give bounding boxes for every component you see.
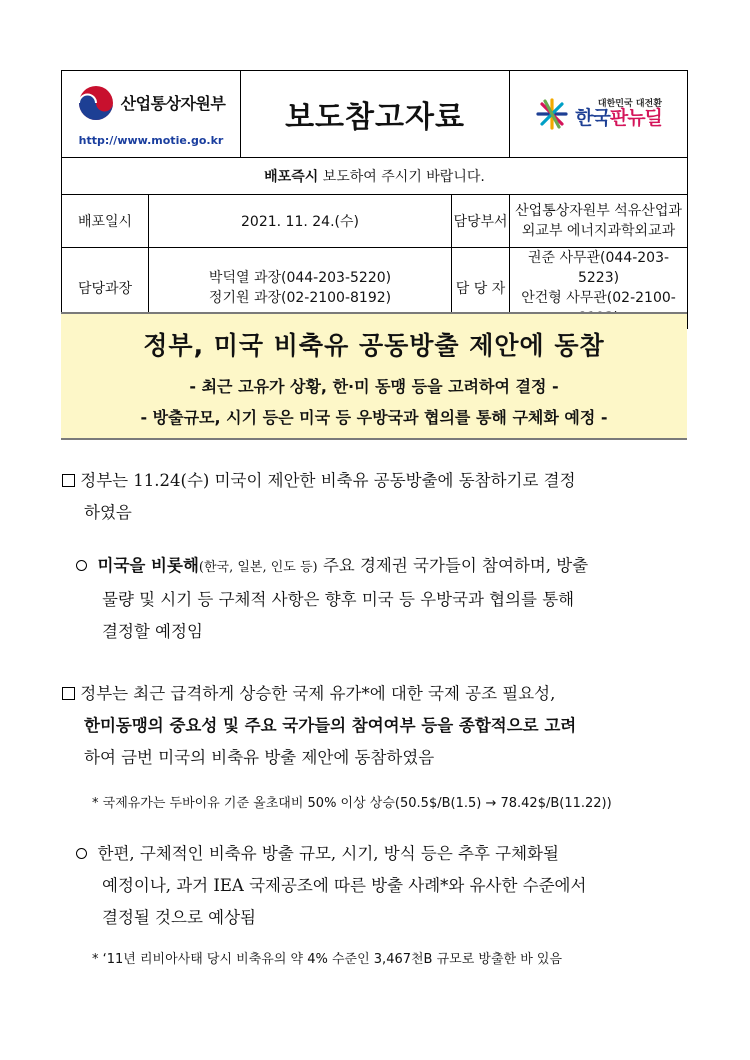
subtitle-1: - 최근 고유가 상황, 한·미 동맹 등을 고려하여 결정 - (189, 377, 559, 396)
dept-value (510, 195, 688, 248)
taegeuk-emblem-icon (77, 84, 115, 122)
p2-line-1c: 주요 경제권 국가들이 참여하며, 방출 (317, 556, 589, 575)
title-box (61, 312, 687, 440)
release-notice (62, 158, 688, 195)
p4-line-1: 한편, 구체적인 비축유 방출 규모, 시기, 방식 등은 추후 구체화될 (97, 844, 559, 863)
p3-line-1: 정부는 최근 급격하게 상승한 국제 유가*에 대한 국제 공조 필요성, (80, 684, 556, 703)
subtitle-2: - 방출규모, 시기 등은 미국 등 우방국과 협의를 통해 구체화 예정 - (140, 408, 608, 427)
p1-line-2: 하였음 (84, 503, 132, 522)
officer-line-2: 안건형 사무관(02-2100- (521, 290, 676, 306)
newdeal-korea: 한국 (575, 107, 610, 129)
footnote-1: * 국제유가는 두바이유 기준 올초대비 50% 이상 상승(50.5$/B(1.5) → 78.42$/B(11.22)) (92, 796, 612, 811)
newdeal-slogan: 대한민국 대전환 (597, 99, 662, 109)
date-label: 배포일시 (62, 195, 149, 248)
paragraph-3 (62, 678, 576, 774)
p2-line-1a: 미국을 비롯해 (97, 556, 199, 575)
square-bullet-icon (62, 687, 75, 700)
newdeal-name: 판뉴딜 (609, 107, 662, 129)
p2-line-3: 결정할 예정임 (102, 622, 203, 641)
p2-line-2: 물량 및 시기 등 구체적 사항은 향후 미국 등 우방국과 협의를 통해 (102, 590, 575, 609)
p2-line-1b: (한국, 일본, 인도 등) (198, 560, 318, 575)
paragraph-2 (76, 550, 588, 648)
ministry-url[interactable]: http://www.motie.go.kr (78, 133, 224, 147)
dept-line-2: 외교부 에너지과학외교과 (521, 223, 676, 239)
header-table (61, 70, 688, 329)
officer-line-1: 권준 사무관(044-203-5223) (527, 250, 670, 286)
circle-bullet-icon (76, 848, 87, 859)
p1-line-1: 정부는 11.24(수) 미국이 제안한 비축유 공동방출에 동참하기로 결정 (80, 471, 576, 490)
doc-type: 보도참고자료 (285, 100, 465, 135)
ministry-logo-cell (62, 71, 241, 158)
square-bullet-icon (62, 474, 75, 487)
release-bold: 배포즉시 (264, 169, 319, 185)
newdeal-star-icon (535, 97, 569, 131)
main-title: 정부, 미국 비축유 공동방출 제안에 동참 (143, 331, 605, 360)
dept-label: 담당부서 (452, 195, 510, 248)
footnote-2: * ‘11년 리비아사태 당시 비축유의 약 4% 수준인 3,467천B 규모로 방출한 바 있음 (92, 952, 563, 967)
paragraph-4 (76, 838, 586, 934)
dept-line-1: 산업통상자원부 석유산업과 (515, 203, 682, 219)
release-rest: 보도하여 주시기 바랍니다. (322, 169, 485, 185)
director-line-1: 박덕열 과장(044-203-5220) (208, 270, 392, 286)
date-value: 2021. 11. 24.(수) (149, 195, 452, 248)
director-label: 담당과장 (62, 248, 149, 329)
p4-line-3: 결정될 것으로 예상됨 (102, 908, 256, 927)
p4-line-2: 예정이나, 과거 IEA 국제공조에 따른 방출 사례*와 유사한 수준에서 (102, 876, 587, 895)
ministry-name: 산업통상자원부 (120, 94, 226, 113)
paragraph-1 (62, 465, 576, 529)
director-line-2: 정기원 과장(02-2100-8192) (208, 290, 392, 306)
p3-line-3: 하여 금번 미국의 비축유 방출 제안에 동참하였음 (84, 748, 435, 767)
p3-line-2: 한미동맹의 중요성 및 주요 국가들의 참여여부 등을 종합적으로 고려 (84, 716, 577, 735)
circle-bullet-icon (76, 560, 87, 571)
officer-label: 담 당 자 (452, 248, 510, 329)
doc-type-cell (241, 71, 510, 158)
newdeal-logo-cell (510, 71, 688, 158)
